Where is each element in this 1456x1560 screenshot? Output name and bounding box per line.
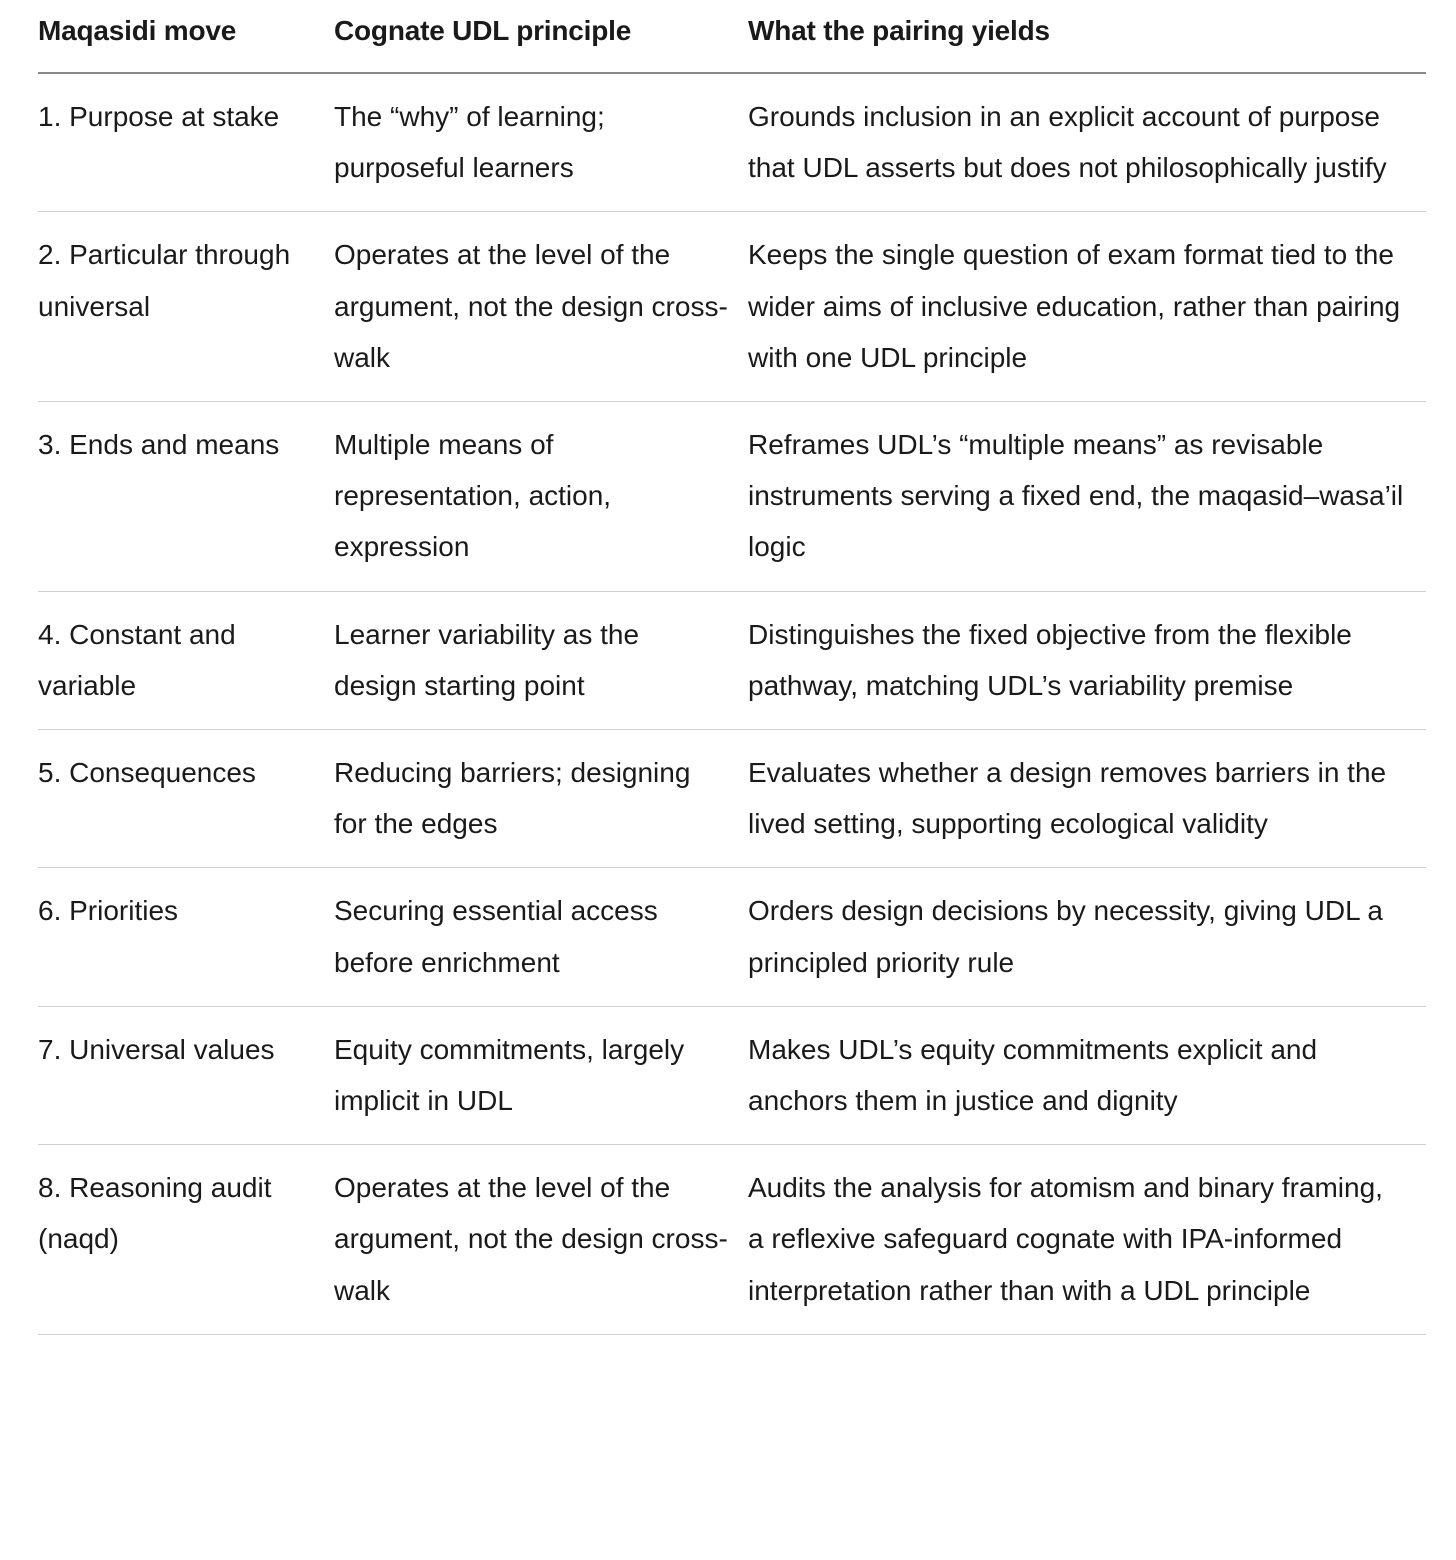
comparison-table-container xyxy=(38,0,1426,1335)
cell-principle: Operates at the level of the argument, not the design cross-walk xyxy=(334,1145,748,1335)
cell-move: 4. Constant and variable xyxy=(38,591,334,729)
cell-move: 8. Reasoning audit (naqd) xyxy=(38,1145,334,1335)
table-row xyxy=(38,402,1426,592)
cell-principle: Learner variability as the design starting point xyxy=(334,591,748,729)
cell-yields: Makes UDL’s equity commitments explicit and anchors them in justice and dignity xyxy=(748,1006,1426,1144)
cell-yields: Evaluates whether a design removes barriers in the lived setting, supporting ecological validity xyxy=(748,730,1426,868)
table-row xyxy=(38,1006,1426,1144)
maqasidi-udl-table xyxy=(38,0,1426,1335)
table-body xyxy=(38,73,1426,1334)
cell-move: 3. Ends and means xyxy=(38,402,334,592)
cell-principle: Multiple means of representation, action, expression xyxy=(334,402,748,592)
table-header xyxy=(38,0,1426,73)
cell-principle: The “why” of learning; purposeful learners xyxy=(334,73,748,212)
cell-move: 7. Universal values xyxy=(38,1006,334,1144)
cell-yields: Reframes UDL’s “multiple means” as revisable instruments serving a fixed end, the maqasid–wasa’il logic xyxy=(748,402,1426,592)
cell-principle: Operates at the level of the argument, not the design cross-walk xyxy=(334,212,748,402)
cell-principle: Reducing barriers; designing for the edges xyxy=(334,730,748,868)
table-row xyxy=(38,73,1426,212)
cell-move: 6. Priorities xyxy=(38,868,334,1006)
table-row xyxy=(38,868,1426,1006)
cell-yields: Distinguishes the fixed objective from the flexible pathway, matching UDL’s variability premise xyxy=(748,591,1426,729)
table-row xyxy=(38,1145,1426,1335)
header-cognate-udl-principle: Cognate UDL principle xyxy=(334,0,748,73)
header-pairing-yields: What the pairing yields xyxy=(748,0,1426,73)
table-row xyxy=(38,591,1426,729)
header-row xyxy=(38,0,1426,73)
cell-yields: Keeps the single question of exam format tied to the wider aims of inclusive education, rather than pairing with one UDL principle xyxy=(748,212,1426,402)
table-row xyxy=(38,212,1426,402)
header-maqasidi-move: Maqasidi move xyxy=(38,0,334,73)
cell-yields: Audits the analysis for atomism and binary framing, a reflexive safeguard cognate with IPA-informed interpretation rather than with a UDL principle xyxy=(748,1145,1426,1335)
cell-move: 5. Consequences xyxy=(38,730,334,868)
cell-move: 2. Particular through universal xyxy=(38,212,334,402)
cell-principle: Equity commitments, largely implicit in UDL xyxy=(334,1006,748,1144)
table-row xyxy=(38,730,1426,868)
cell-yields: Orders design decisions by necessity, giving UDL a principled priority rule xyxy=(748,868,1426,1006)
cell-principle: Securing essential access before enrichment xyxy=(334,868,748,1006)
cell-move: 1. Purpose at stake xyxy=(38,73,334,212)
cell-yields: Grounds inclusion in an explicit account of purpose that UDL asserts but does not philosophically justify xyxy=(748,73,1426,212)
